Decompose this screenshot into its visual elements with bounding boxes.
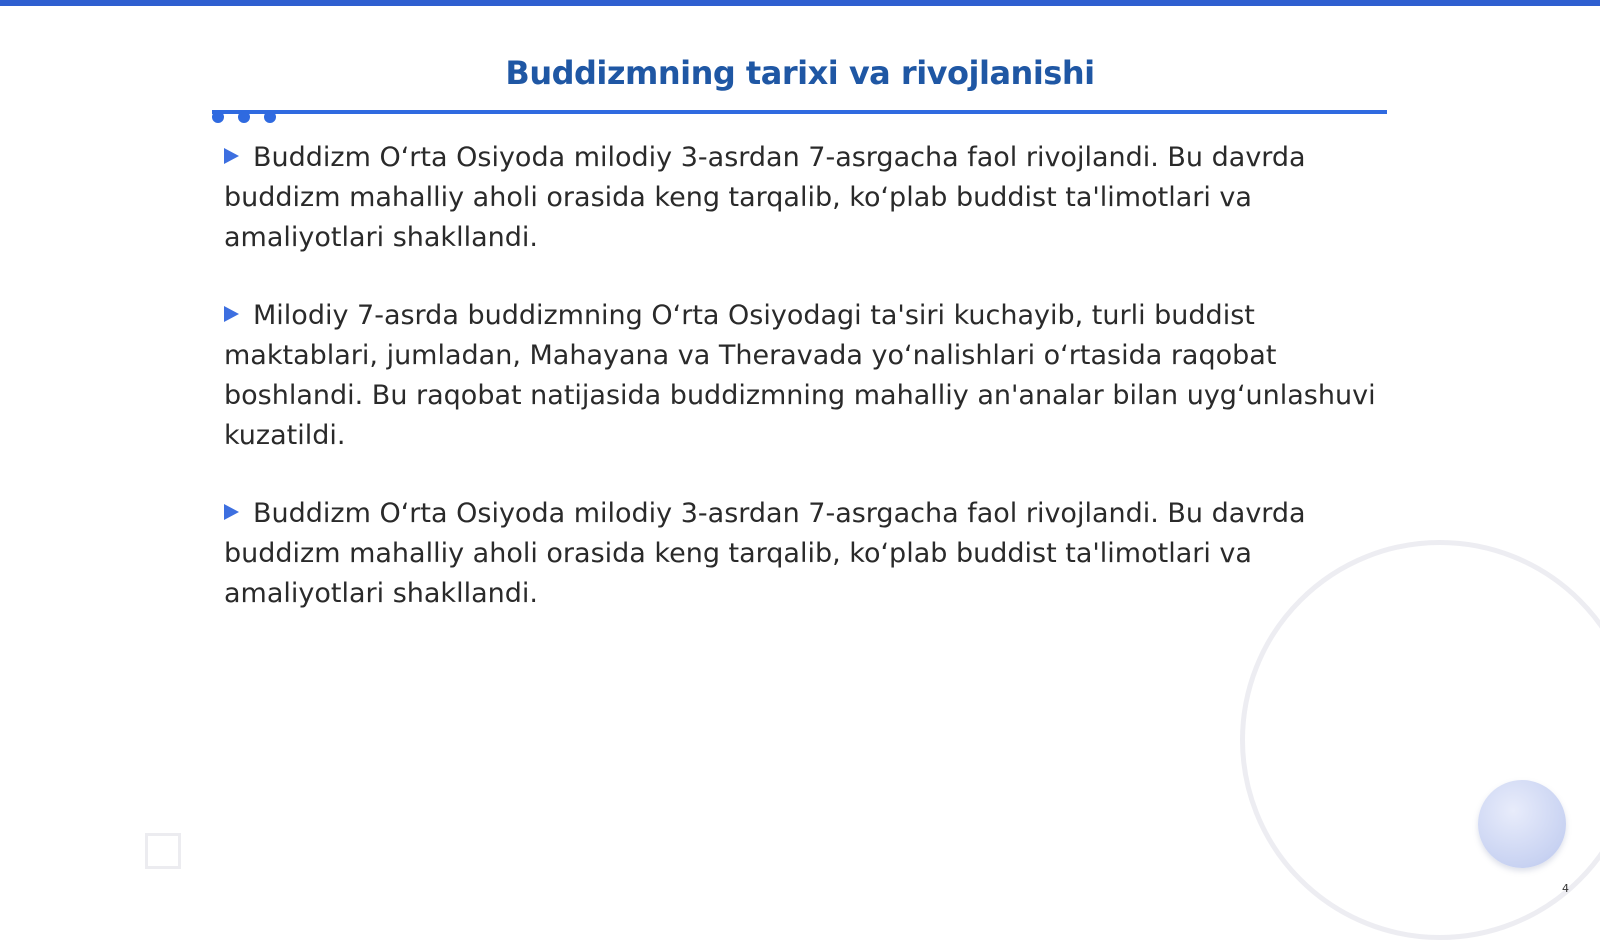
slide-title: Buddizmning tarixi va rivojlanishi	[505, 54, 1095, 92]
decorative-square	[145, 833, 181, 869]
triangle-right-icon	[224, 306, 239, 322]
bullet-list	[224, 138, 1384, 652]
underline-dot-1	[212, 111, 224, 123]
bullet-text-1: Buddizm Oʻrta Osiyoda milodiy 3-asrdan 7-asrgacha faol rivojlandi. Bu davrda buddizm mahalliy aholi orasida keng tarqalib, koʻplab buddist ta'limotlari va amaliyotlari shakllandi.	[224, 142, 1306, 253]
triangle-right-icon	[224, 148, 239, 164]
bullet-text-3: Buddizm Oʻrta Osiyoda milodiy 3-asrdan 7-asrgacha faol rivojlandi. Bu davrda buddizm mahalliy aholi orasida keng tarqalib, koʻplab buddist ta'limotlari va amaliyotlari shakllandi.	[224, 498, 1306, 609]
top-accent-bar	[0, 0, 1600, 6]
bullet-item-2	[224, 296, 1384, 456]
page-number: 4	[1562, 882, 1569, 895]
decorative-sphere	[1478, 780, 1566, 868]
bullet-item-3	[224, 494, 1384, 614]
bullet-item-1	[224, 138, 1384, 258]
title-underline	[212, 110, 1387, 114]
triangle-right-icon	[224, 504, 239, 520]
underline-dot-2	[238, 111, 250, 123]
bullet-text-2: Milodiy 7-asrda buddizmning Oʻrta Osiyodagi ta'siri kuchayib, turli buddist maktablari, jumladan, Mahayana va Theravada yoʻnalishlari oʻrtasida raqobat boshlandi. Bu raqobat natijasida buddizmning mahalliy an'analar bilan uygʻunlashuvi kuzatildi.	[224, 300, 1376, 451]
underline-dot-3	[264, 111, 276, 123]
